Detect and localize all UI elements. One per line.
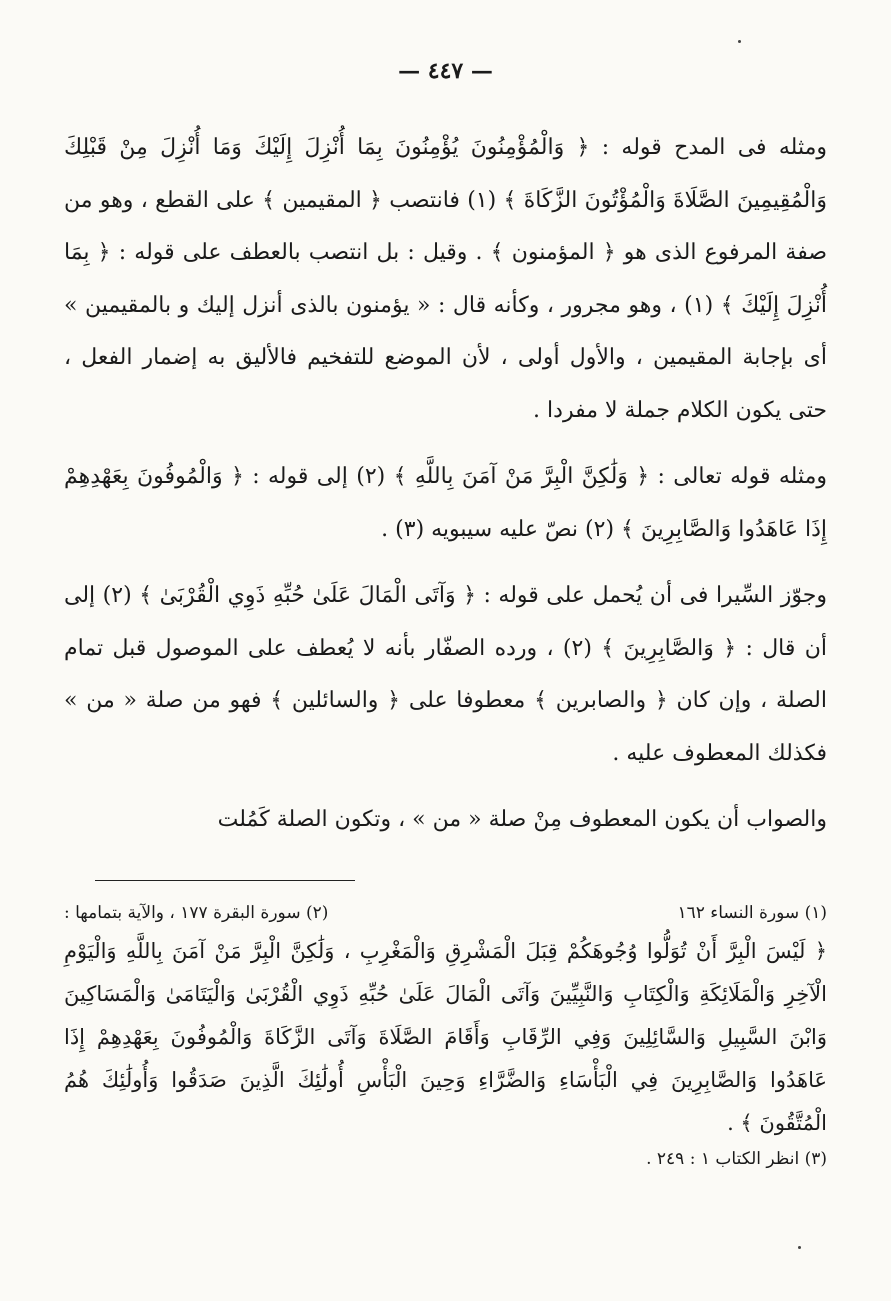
footnote-heads [64,900,827,926]
footnotes [64,900,827,1171]
footnote-1: (١) سورة النساء ١٦٢ [677,903,827,923]
footnote-2: (٢) سورة البقرة ١٧٧ ، والآية بتمامها : [64,903,329,923]
paragraph-3: وجوّز السِّيرا فى أن يُحمل على قوله : ﴿ وَآتَى الْمَالَ عَلَىٰ حُبِّهِ ذَوِي الْقُرْبَىٰ ﴾ (٢) إلى أن قال : ﴿ وَالصَّابِرِينَ ﴾ (٢) ، ورده الصفّار بأنه لا يُعطف على الموصول قبل تمام الصلة ، وإن كان ﴿ والصابرين ﴾ معطوفا على ﴿ والسائلين ﴾ فهو من صلة « من » فكذلك المعطوف عليه . [64,583,828,766]
main-text [64,122,827,861]
footnote-verse: ﴿ لَيْسَ الْبِرَّ أَنْ تُوَلُّوا وُجُوهَكُمْ قِبَلَ الْمَشْرِقِ وَالْمَغْرِبِ ، وَلَٰكِنَّ الْبِرَّ مَنْ آمَنَ بِاللَّهِ وَالْيَوْمِ الْآخِرِ وَالْمَلَائِكَةِ وَالْكِتَابِ وَالنَّبِيِّينَ وَآتَى الْمَالَ عَلَىٰ حُبِّهِ ذَوِي الْقُرْبَىٰ وَالْيَتَامَىٰ وَالْمَسَاكِينَ وَابْنَ السَّبِيلِ وَالسَّائِلِينَ وَفِي الرِّقَابِ وَأَقَامَ الصَّلَاةَ وَآتَى الزَّكَاةَ وَالْمُوفُونَ بِعَهْدِهِمْ إِذَا عَاهَدُوا وَالصَّابِرِينَ فِي الْبَأْسَاءِ وَالضَّرَّاءِ وَحِينَ الْبَأْسِ أُولَٰئِكَ الَّذِينَ صَدَقُوا وَأُولَٰئِكَ هُمُ الْمُتَّقُونَ ﴾ . [64,939,827,1135]
footnote-3: (٣) انظر الكتاب ١ : ٢٤٩ . [646,1149,827,1169]
speck-mark [738,40,741,43]
page-number: — ٤٤٧ — [398,58,493,84]
paragraph-2: ومثله قوله تعالى : ﴿ وَلَٰكِنَّ الْبِرَّ مَنْ آمَنَ بِاللَّهِ ﴾ (٢) إلى قوله : ﴿ وَالْمُوفُونَ بِعَهْدِهِمْ إِذَا عَاهَدُوا وَالصَّابِرِينَ ﴾ (٢) نصّ عليه سيبويه (٣) . [64,464,827,542]
footnote-divider [95,880,355,881]
paragraph-1: ومثله فى المدح قوله : ﴿ وَالْمُؤْمِنُونَ يُؤْمِنُونَ بِمَا أُنْزِلَ إِلَيْكَ وَمَا أُنْزِلَ مِنْ قَبْلِكَ وَالْمُقِيمِينَ الصَّلَاةَ وَالْمُؤْتُونَ الزَّكَاةَ ﴾ (١) فانتصب ﴿ المقيمين ﴾ على القطع ، وهو من صفة المرفوع الذى هو ﴿ المؤمنون ﴾ . وقيل : بل انتصب بالعطف على قوله : ﴿ بِمَا أُنْزِلَ إِلَيْكَ ﴾ (١) ، وهو مجرور ، وكأنه قال : « يؤمنون بالذى أنزل إليك و بالمقيمين » أى بإجابة المقيمين ، والأول أولى ، لأن الموضع للتفخيم فالأليق به إضمار الفعل ، حتى يكون الكلام جملة لا مفردا . [64,135,827,423]
speck-mark [798,1246,801,1249]
paragraph-4: والصواب أن يكون المعطوف مِنْ صلة « من » ، وتكون الصلة كَمُلت [217,807,827,832]
